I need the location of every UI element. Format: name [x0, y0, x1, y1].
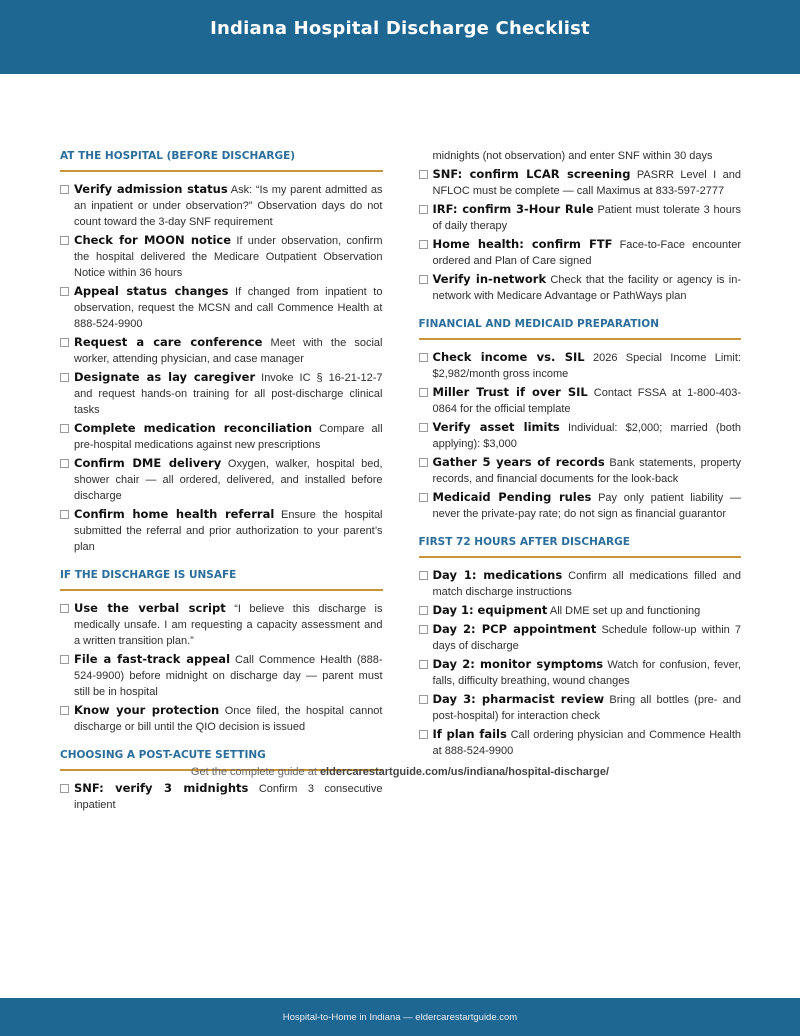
item-desc: Patient must tolerate 3 hours of daily therapy — [432, 204, 742, 232]
item-title: Day 1: medications — [432, 568, 563, 582]
checkbox[interactable] — [419, 275, 428, 284]
item-desc: Bring all bottles (pre- and post-hospital) for interaction check — [432, 694, 742, 722]
item-title: Designate as lay caregiver — [74, 370, 256, 384]
checkbox[interactable] — [419, 571, 428, 580]
item-desc: Call Commence Health (888-524-9900) before midnight on discharge day — parent must still be in hospital — [74, 654, 383, 698]
item-title: Medicaid Pending rules — [432, 490, 592, 504]
checkbox[interactable] — [419, 606, 428, 615]
item-desc: Confirm all medications filled and match discharge instructions — [432, 570, 741, 598]
checklist-item — [419, 201, 742, 234]
item-desc: Face-to-Face encounter ordered and Plan of Care signed — [432, 239, 741, 267]
item-desc: Meet with the social worker, attending physician, and case manager — [74, 337, 383, 365]
checkbox[interactable] — [419, 660, 428, 669]
bottom-bar-text: Hospital-to-Home in Indiana — eldercarestartguide.com — [282, 1011, 518, 1023]
section-post-acute-list — [60, 780, 383, 813]
checklist-columns — [60, 150, 741, 815]
item-title: Check for MOON notice — [74, 233, 232, 247]
item-title: SNF: verify 3 midnights — [74, 781, 249, 795]
checkbox[interactable] — [60, 655, 69, 664]
checklist-item — [419, 166, 742, 199]
item-title: Verify admission status — [74, 182, 228, 196]
section-title-unsafe: IF THE DISCHARGE IS UNSAFE — [60, 569, 383, 591]
item-title: Appeal status changes — [74, 284, 229, 298]
section-at-hospital-list — [60, 181, 383, 555]
item-desc: Watch for confusion, fever, falls, difficulty breathing, wound changes — [432, 659, 741, 687]
section-financial-list — [419, 349, 742, 522]
item-desc: Oxygen, walker, hospital bed, shower chair — all ordered, delivered, and installed before discharge — [74, 458, 383, 502]
section-first-72-list — [419, 567, 742, 759]
item-title: Confirm DME delivery — [74, 456, 222, 470]
checkbox[interactable] — [419, 730, 428, 739]
item-title: SNF: confirm LCAR screening — [432, 167, 631, 181]
checklist-item — [419, 602, 742, 619]
item-title: Check income vs. SIL — [432, 350, 585, 364]
item-desc: “I believe this discharge is medically unsafe. I am requesting a capacity assessment and a written transition plan.” — [74, 603, 383, 647]
checkbox[interactable] — [60, 338, 69, 347]
bottom-bar — [0, 998, 800, 1036]
section-post-acute-list-continued — [419, 166, 742, 304]
item-title: Verify asset limits — [432, 420, 560, 434]
item-desc: If changed from inpatient to observation, request the MCSN and call Commence Health at 888-524-9900 — [74, 286, 383, 330]
item-desc: Pay only patient liability — never the private-pay rate; do not sign as financial guarantor — [432, 492, 741, 520]
checkbox[interactable] — [60, 236, 69, 245]
section-unsafe-list — [60, 600, 383, 735]
checklist-item — [60, 455, 383, 504]
item-desc: Individual: $2,000; married (both applying): $3,000 — [432, 422, 741, 450]
checklist-item — [60, 420, 383, 453]
checkbox[interactable] — [60, 510, 69, 519]
checklist-item — [60, 651, 383, 700]
section-title-at-hospital: AT THE HOSPITAL (BEFORE DISCHARGE) — [60, 150, 383, 172]
item-desc: Ask: “Is my parent admitted as an inpatient or under observation?” Observation days do not count toward the 3-day SNF requirement — [74, 184, 383, 228]
checklist-item — [60, 702, 383, 735]
item-desc: If under observation, confirm the hospital delivered the Medicare Outpatient Observation Notice within 36 hours — [74, 235, 383, 279]
item-desc: Contact FSSA at 1-800-403-0864 for the official template — [432, 387, 741, 415]
checkbox[interactable] — [419, 388, 428, 397]
item-title: Home health: confirm FTF — [432, 237, 613, 251]
item-title: Request a care conference — [74, 335, 263, 349]
checkbox[interactable] — [419, 170, 428, 179]
item-title: Confirm home health referral — [74, 507, 275, 521]
item-title: Day 2: PCP appointment — [432, 622, 597, 636]
checklist-item — [419, 454, 742, 487]
checklist-item — [60, 181, 383, 230]
checkbox[interactable] — [419, 205, 428, 214]
item-desc: PASRR Level I and NFLOC must be complete — call Maximus at 833-597-2777 — [432, 169, 741, 197]
item-desc: Call ordering physician and Commence Health at 888-524-9900 — [432, 729, 741, 757]
checklist-item — [419, 349, 742, 382]
checklist-item — [60, 780, 383, 813]
checkbox[interactable] — [60, 604, 69, 613]
item-continuation: midnights (not observation) and enter SNF within 30 days — [432, 150, 713, 162]
item-title: Know your protection — [74, 703, 220, 717]
checklist-item — [60, 600, 383, 649]
checklist-item — [419, 567, 742, 600]
checkbox[interactable] — [60, 706, 69, 715]
item-title: Verify in-network — [432, 272, 547, 286]
checkbox[interactable] — [60, 459, 69, 468]
item-desc: Ensure the hospital submitted the referral and prior authorization to your parent’s plan — [74, 509, 383, 553]
checklist-item — [60, 369, 383, 418]
footnote-prefix: Get the complete guide at — [190, 766, 320, 778]
item-desc: Schedule follow-up within 7 days of discharge — [432, 624, 742, 652]
checkbox[interactable] — [60, 784, 69, 793]
page-title: Indiana Hospital Discharge Checklist — [210, 18, 590, 39]
item-title: Day 3: pharmacist review — [432, 692, 605, 706]
checkbox[interactable] — [60, 373, 69, 382]
checkbox[interactable] — [419, 423, 428, 432]
section-title-post-acute: CHOOSING A POST-ACUTE SETTING — [60, 749, 383, 771]
item-desc: All DME set up and functioning — [547, 605, 701, 617]
item-title: Day 2: monitor symptoms — [432, 657, 604, 671]
checkbox[interactable] — [60, 287, 69, 296]
item-desc: Bank statements, property records, and financial documents for the look-back — [432, 457, 741, 485]
guide-footnote — [0, 766, 800, 778]
checklist-item — [60, 283, 383, 332]
checklist-item — [419, 419, 742, 452]
item-title: File a fast-track appeal — [74, 652, 231, 666]
checkbox[interactable] — [419, 353, 428, 362]
item-title: Day 1: equipment — [432, 603, 548, 617]
item-desc: 2026 Special Income Limit: $2,982/month gross income — [432, 352, 741, 380]
item-desc: Once filed, the hospital cannot discharge or bill until the QIO decision is issued — [74, 705, 383, 733]
checklist-item — [419, 271, 742, 304]
checklist-item — [419, 656, 742, 689]
section-title-financial: FINANCIAL AND MEDICAID PREPARATION — [419, 318, 742, 340]
checklist-item — [419, 236, 742, 269]
checklist-item — [419, 384, 742, 417]
checklist-item — [419, 489, 742, 522]
right-column — [419, 148, 742, 815]
checkbox[interactable] — [60, 424, 69, 433]
left-column — [60, 150, 383, 815]
checklist-item — [60, 232, 383, 281]
checklist-item — [60, 334, 383, 367]
checklist-item — [419, 621, 742, 654]
checklist-item — [419, 691, 742, 724]
checkbox[interactable] — [419, 458, 428, 467]
item-desc: Confirm 3 consecutive inpatient — [74, 783, 383, 811]
guide-link[interactable]: eldercarestartguide.com/us/indiana/hospital-discharge/ — [319, 766, 610, 778]
item-desc: Check that the facility or agency is in-network with Medicare Advantage or PathWays plan — [432, 274, 741, 302]
checkbox[interactable] — [419, 625, 428, 634]
item-title: IRF: confirm 3-Hour Rule — [432, 202, 594, 216]
checkbox[interactable] — [419, 493, 428, 502]
item-title: Miller Trust if over SIL — [432, 385, 588, 399]
page-header — [0, 0, 800, 74]
item-title: Use the verbal script — [74, 601, 226, 615]
checkbox[interactable] — [419, 240, 428, 249]
checklist-item — [419, 726, 742, 759]
item-desc: Invoke IC § 16-21-12-7 and request hands-on training for all post-discharge clinical tasks — [74, 372, 383, 416]
checkbox[interactable] — [419, 695, 428, 704]
item-title: Gather 5 years of records — [432, 455, 605, 469]
section-title-first-72: FIRST 72 HOURS AFTER DISCHARGE — [419, 536, 742, 558]
item-title: If plan fails — [432, 727, 507, 741]
item-title: Complete medication reconciliation — [74, 421, 313, 435]
checklist-item — [60, 506, 383, 555]
checkbox[interactable] — [60, 185, 69, 194]
item-desc: Compare all pre-hospital medications against new prescriptions — [74, 423, 383, 451]
